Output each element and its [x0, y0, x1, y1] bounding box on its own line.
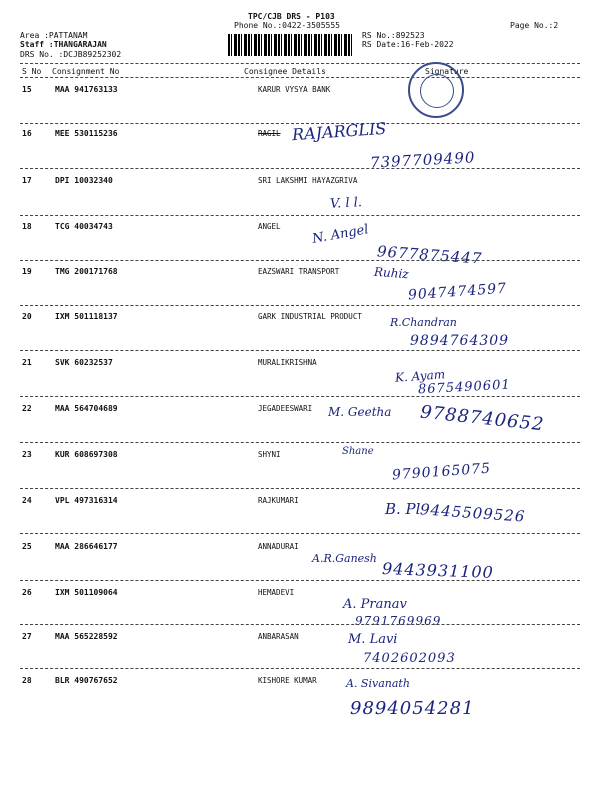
rs-number: RS No.:892523 — [362, 31, 425, 40]
drs-number: DRS No. :DCJB89252302 — [20, 50, 122, 59]
row-signature-name: A. Sivanath — [346, 677, 410, 690]
row-consignment-number: TCG 40034743 — [55, 222, 113, 231]
barcode — [228, 34, 352, 56]
row-divider — [20, 533, 580, 534]
row-consignee-name: HEMADEVI — [258, 588, 295, 597]
row-consignee-name: MURALIKRISHNA — [258, 358, 317, 367]
row-serial-number: 21 — [22, 358, 32, 367]
divider — [20, 63, 580, 64]
row-consignee-name: RAJKUMARI — [258, 496, 299, 505]
row-consignee-name: JEGADEESWARI — [258, 404, 313, 413]
document-title: TPC/CJB DRS - P103 — [248, 12, 335, 21]
phone-number: Phone No.:0422-3505555 — [234, 21, 340, 30]
row-signature-name: B. Pl — [385, 500, 421, 518]
row-serial-number: 27 — [22, 632, 32, 641]
row-signature-name: Shane — [342, 446, 374, 457]
row-signature-phone: 9677875447 — [376, 242, 483, 268]
col-sno: S No — [22, 67, 42, 76]
row-divider — [20, 168, 580, 169]
row-signature-phone: 9445509526 — [419, 500, 526, 526]
row-consignment-number: MAA 565228592 — [55, 632, 118, 641]
row-divider — [20, 396, 580, 397]
row-signature-phone: 7402602093 — [363, 651, 456, 666]
row-consignee-name: SHYNI — [258, 450, 281, 459]
row-signature-phone: 8675490601 — [417, 377, 512, 398]
row-consignee-name: SRI LAKSHMI HAYAZGRIVA — [258, 176, 358, 185]
row-signature-phone: 9791769969 — [355, 614, 442, 628]
row-divider — [20, 305, 580, 306]
row-consignee-name: KISHORE KUMAR — [258, 676, 317, 685]
row-signature-phone: 7397709490 — [369, 148, 476, 172]
company-stamp — [408, 62, 464, 118]
row-consignment-number: VPL 497316314 — [55, 496, 118, 505]
row-serial-number: 22 — [22, 404, 32, 413]
row-divider — [20, 624, 580, 625]
row-consignee-name: RAGIL — [258, 129, 281, 138]
row-signature-phone: 9047474597 — [407, 280, 508, 304]
row-signature-name: N. Angel — [311, 222, 370, 247]
row-serial-number: 24 — [22, 496, 32, 505]
row-signature-phone: 9788740652 — [419, 401, 546, 436]
row-divider — [20, 215, 580, 216]
row-consignee-name: ANBARASAN — [258, 632, 299, 641]
staff-label: Staff :THANGARAJAN — [20, 40, 107, 49]
row-signature-name: V. l l. — [329, 195, 363, 212]
row-consignment-number: IXM 501109064 — [55, 588, 118, 597]
row-serial-number: 20 — [22, 312, 32, 321]
row-signature-phone: 9894054281 — [350, 698, 475, 719]
row-signature-name: R.Chandran — [390, 316, 457, 329]
row-serial-number: 25 — [22, 542, 32, 551]
row-serial-number: 19 — [22, 267, 32, 276]
area-label: Area :PATTANAM — [20, 31, 88, 40]
row-consignment-number: BLR 490767652 — [55, 676, 118, 685]
row-serial-number: 28 — [22, 676, 32, 685]
row-signature-phone: 9790165075 — [391, 460, 492, 484]
col-consignee: Consignee Details — [244, 67, 326, 76]
row-consignment-number: SVK 60232537 — [55, 358, 113, 367]
row-signature-phone: 9894764309 — [410, 333, 510, 349]
row-signature-name: M. Geetha — [328, 405, 392, 419]
row-divider — [20, 580, 580, 581]
row-signature-name: A. Pranav — [343, 597, 407, 612]
row-consignment-number: MEE 530115236 — [55, 129, 118, 138]
row-signature-name: RAJARGLIS — [291, 118, 387, 145]
rs-date: RS Date:16-Feb-2022 — [362, 40, 454, 49]
row-serial-number: 17 — [22, 176, 32, 185]
row-consignee-name: KARUR VYSYA BANK — [258, 85, 331, 94]
row-consignment-number: MAA 286646177 — [55, 542, 118, 551]
col-consignment: Consignment No — [52, 67, 120, 76]
row-signature-name: M. Lavi — [348, 632, 398, 647]
col-signature: Signature — [425, 67, 469, 76]
divider — [20, 77, 580, 78]
row-consignment-number: IXM 501118137 — [55, 312, 118, 321]
row-divider — [20, 350, 580, 351]
row-consignment-number: TMG 200171768 — [55, 267, 118, 276]
row-signature-name: Ruhiz — [373, 264, 410, 282]
row-divider — [20, 260, 580, 261]
row-signature-phone: 9443931100 — [381, 559, 495, 582]
row-serial-number: 15 — [22, 85, 32, 94]
page-number: Page No.:2 — [510, 21, 559, 30]
row-divider — [20, 442, 580, 443]
row-consignee-name: ANNADURAI — [258, 542, 299, 551]
row-divider — [20, 488, 580, 489]
row-serial-number: 16 — [22, 129, 32, 138]
row-consignment-number: MAA 941763133 — [55, 85, 118, 94]
row-consignee-name: GARK INDUSTRIAL PRODUCT — [258, 312, 362, 321]
row-consignment-number: MAA 564704689 — [55, 404, 118, 413]
row-serial-number: 23 — [22, 450, 32, 459]
row-serial-number: 18 — [22, 222, 32, 231]
row-serial-number: 26 — [22, 588, 32, 597]
row-consignment-number: KUR 608697308 — [55, 450, 118, 459]
row-consignee-name: ANGEL — [258, 222, 281, 231]
row-signature-name: K. Ayam — [394, 367, 446, 385]
row-consignment-number: DPI 10032340 — [55, 176, 113, 185]
row-signature-name: A.R.Ganesh — [312, 552, 377, 565]
row-consignee-name: EAZSWARI TRANSPORT — [258, 267, 340, 276]
row-divider — [20, 668, 580, 669]
